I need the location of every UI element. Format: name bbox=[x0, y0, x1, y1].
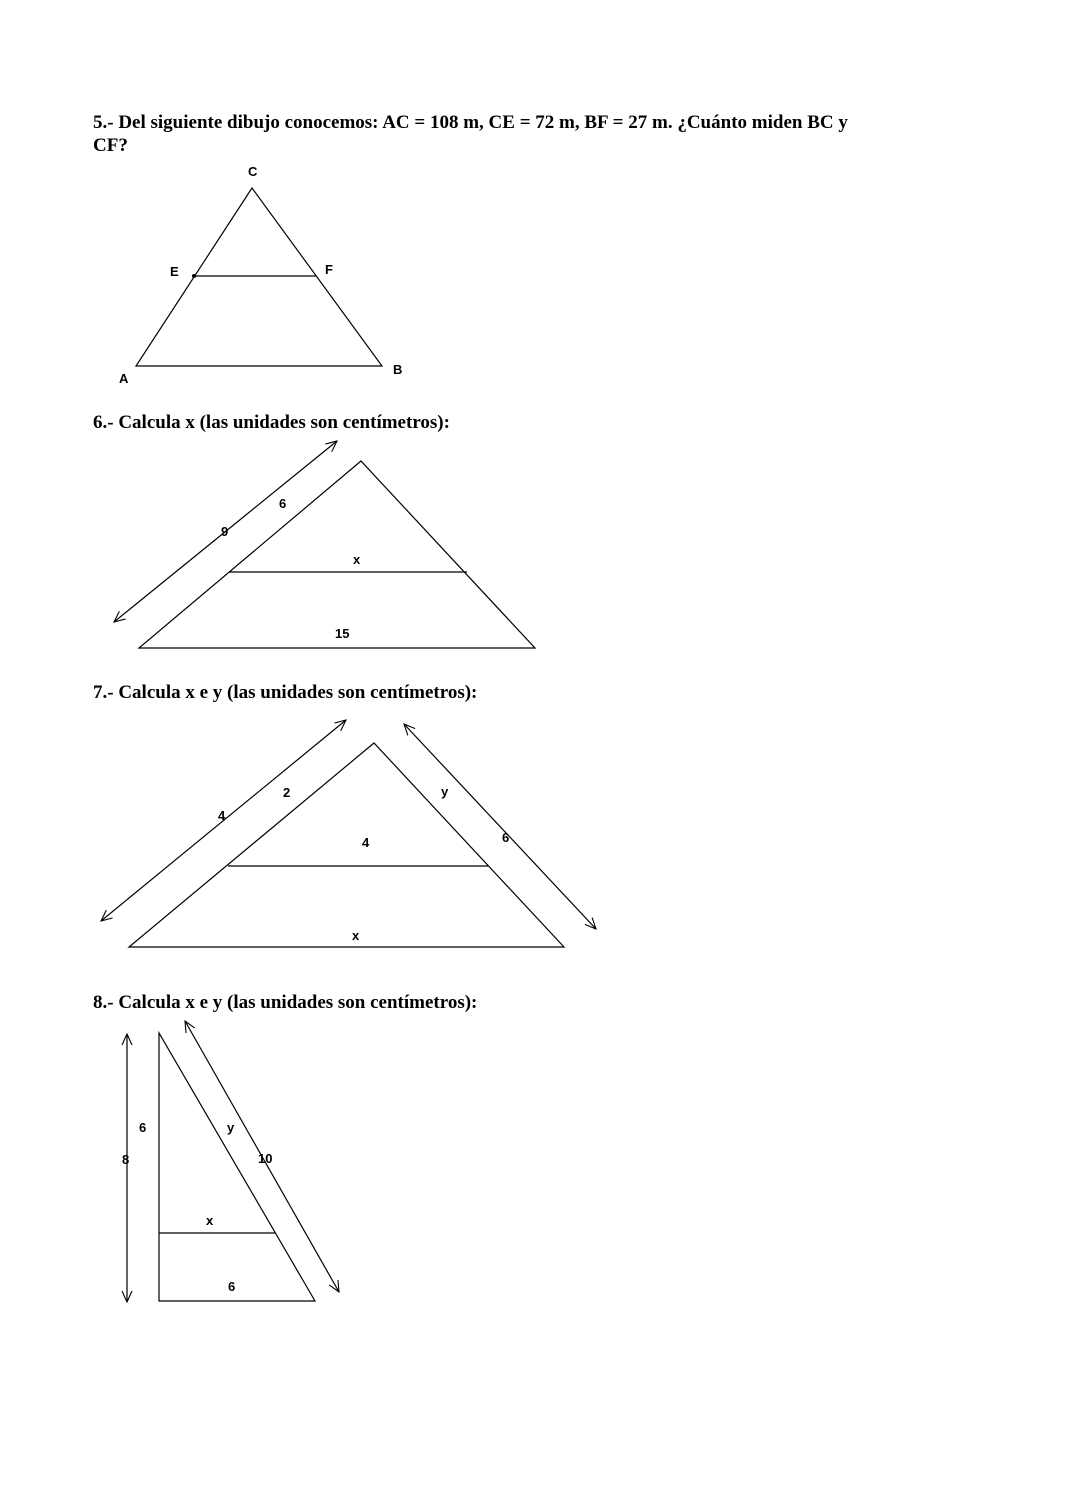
label-6-right: 6 bbox=[502, 830, 510, 845]
label-4-left: 4 bbox=[218, 808, 226, 823]
problem-5-statement: 5.- Del siguiente dibujo conocemos: AC = 108 m, CE = 72 m, BF = 27 m. ¿Cuánto miden BC y CF? bbox=[93, 112, 848, 156]
triangle-6 bbox=[139, 461, 535, 648]
label-c: C bbox=[248, 164, 258, 179]
right-triangle-8 bbox=[159, 1033, 315, 1301]
label-15: 15 bbox=[335, 626, 350, 641]
problem-8-statement: 8.- Calcula x e y (las unidades son centímetros): bbox=[93, 992, 478, 1013]
label-x: x bbox=[353, 552, 361, 567]
label-a: A bbox=[119, 371, 129, 386]
problem-6-statement: 6.- Calcula x (las unidades son centímetros): bbox=[93, 412, 450, 433]
label-2: 2 bbox=[283, 785, 291, 800]
label-6-left: 6 bbox=[139, 1120, 147, 1135]
label-9: 9 bbox=[221, 524, 229, 539]
label-x-8: x bbox=[206, 1213, 214, 1228]
label-e: E bbox=[170, 264, 179, 279]
label-4-mid: 4 bbox=[362, 835, 370, 850]
label-6: 6 bbox=[279, 496, 287, 511]
label-6-base: 6 bbox=[228, 1279, 236, 1294]
label-8: 8 bbox=[122, 1152, 130, 1167]
problem-5-figure bbox=[119, 164, 402, 386]
label-f: F bbox=[325, 262, 333, 277]
problem-8-figure bbox=[122, 1021, 339, 1302]
label-y: y bbox=[441, 784, 449, 799]
label-b: B bbox=[393, 362, 403, 377]
label-y-8: y bbox=[227, 1120, 235, 1135]
right-measure-arrow-7 bbox=[404, 724, 596, 929]
label-x-base: x bbox=[352, 928, 360, 943]
problem-7-statement: 7.- Calcula x e y (las unidades son centímetros): bbox=[93, 682, 478, 703]
point-e bbox=[192, 274, 196, 278]
problem-7-figure bbox=[101, 720, 596, 947]
label-10: 10 bbox=[258, 1151, 273, 1166]
problem-6-figure bbox=[114, 441, 535, 648]
